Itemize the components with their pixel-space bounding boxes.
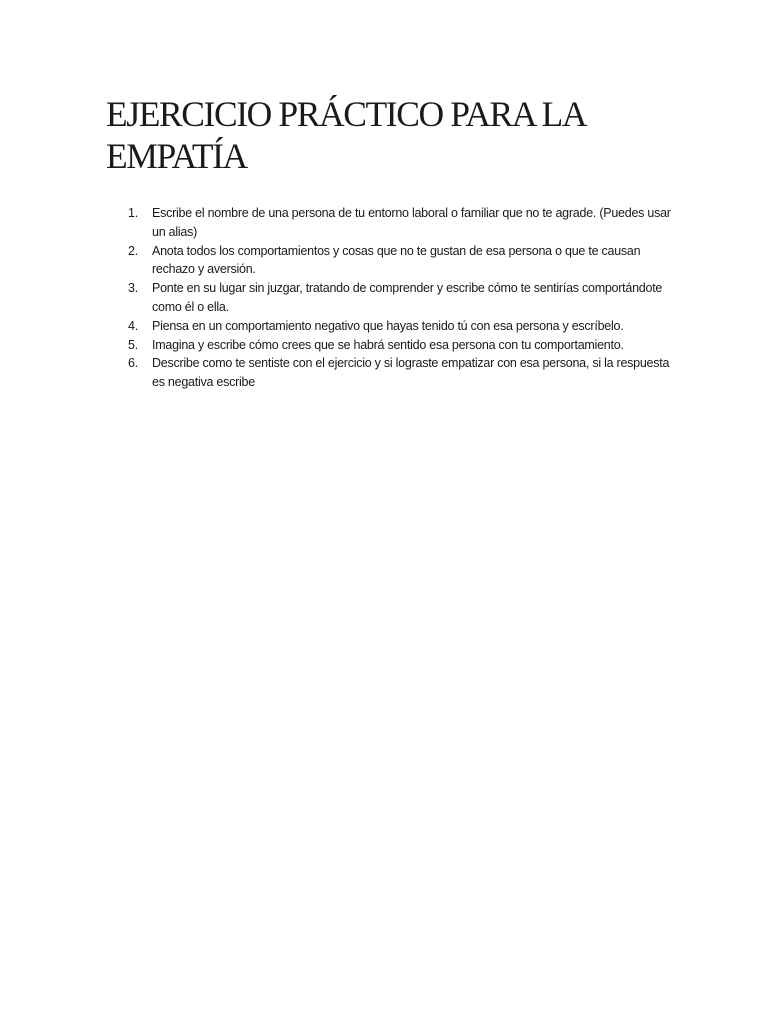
- list-item-text: Ponte en su lugar sin juzgar, tratando de comprender y escribe cómo te sentirías comportándote como él o ella.: [152, 281, 663, 314]
- list-item: [106, 354, 676, 392]
- list-item-number: 5.: [128, 337, 138, 352]
- list-item-text: Escribe el nombre de una persona de tu entorno laboral o familiar que no te agrade. (Puedes usar un alias): [152, 206, 671, 239]
- list-item-number: 2.: [128, 243, 138, 258]
- list-item-text: Describe como te sentiste con el ejercicio y si lograste empatizar con esa persona, si la respuesta es negativa escribe: [152, 356, 670, 390]
- steps-list: [106, 204, 676, 392]
- page-title: EJERCICIO PRÁCTICO PARA LA EMPATÍA: [106, 94, 585, 176]
- list-item-text: Imagina y escribe cómo crees que se habrá sentido esa persona con tu comportamiento.: [152, 337, 624, 352]
- list-item: [106, 204, 676, 242]
- list-item-number: 4.: [128, 318, 138, 333]
- list-item-number: 1.: [128, 206, 138, 220]
- list-item-number: 3.: [128, 281, 138, 296]
- list-item: [106, 336, 676, 355]
- list-item: [106, 279, 676, 317]
- list-item: [106, 317, 676, 336]
- list-item-text: Piensa en un comportamiento negativo que hayas tenido tú con esa persona y escríbelo.: [152, 318, 624, 333]
- list-item-number: 6.: [128, 356, 138, 371]
- list-item-text: Anota todos los comportamientos y cosas que no te gustan de esa persona o que te causan rechazo y aversión.: [152, 243, 641, 277]
- list-item: [106, 242, 676, 280]
